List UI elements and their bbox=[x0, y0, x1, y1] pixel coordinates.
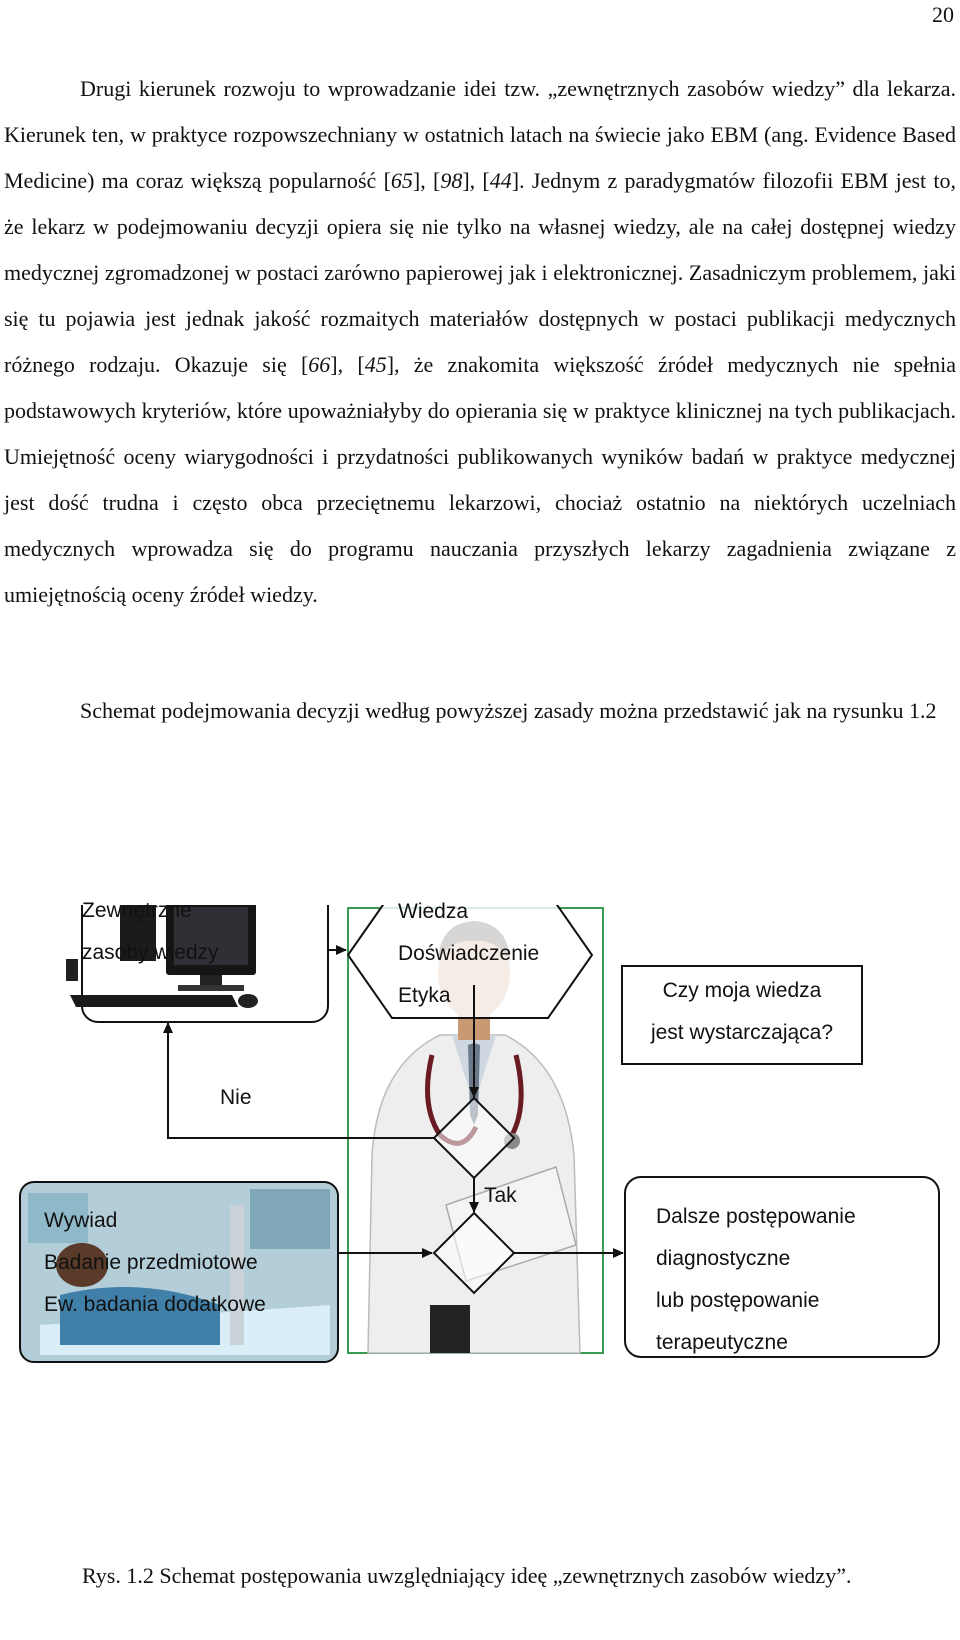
citation: 44 bbox=[489, 168, 512, 193]
question-text: Czy moja wiedza jest wystarczająca? bbox=[650, 979, 834, 1044]
label-yes: Tak bbox=[484, 1184, 517, 1207]
decision-diagram bbox=[0, 899, 960, 1435]
external-resources-text: Zewnętrzne zasoby wiedzy bbox=[82, 899, 219, 964]
paragraph-ebm: Drugi kierunek rozwoju to wprowadzanie idei tzw. „zewnętrznych zasobów wiedzy” dla lekarza. Kierunek ten, w praktyce rozpowszechniany w ostatnich latach na świecie jako EBM (ang. Evidence Based Medicine) ma coraz większą popularność [65], [98], [44]. Jednym z paradygmatów filozofii EBM jest to, że lekarz w podejmowaniu decyzji opiera się nie tylko na własnej wiedzy, ale na całej dostępnej wiedzy medycznej zgromadzonej w postaci zarówno papierowej jak i elektronicznej. Zasadniczym problemem, jaki się tu pojawia jest jednak jakość rozmaitych materiałów dostępnych w postaci publikacji medycznych różnego rodzaju. Okazuje się [66], [45], że znakomita większość źródeł medycznych nie spełnia podstawowych kryteriów, które upoważniałyby do opierania się w praktyce klinicznej na tych publikacjach. Umiejętność oceny wiarygodności i przydatności publikowanych wyników badań w praktyce medycznej jest dość trudna i często obca przeciętnemu lekarzowi, chociaż ostatnio na niektórych uczelniach medycznych wprowadza się do programu nauczania przyszłych lekarzy zagadnienia związane z umiejętnością oceny źródeł wiedzy. bbox=[4, 76, 957, 607]
label-no: Nie bbox=[220, 1086, 252, 1109]
citation: 98 bbox=[440, 168, 463, 193]
citation: 45 bbox=[364, 352, 387, 377]
citation: 65 bbox=[390, 168, 413, 193]
figure-caption: Rys. 1.2 Schemat postępowania uwzględniający ideę „zewnętrznych zasobów wiedzy”. bbox=[82, 1563, 852, 1588]
paragraph-schema: Schemat podejmowania decyzji według powyższej zasady można przedstawić jak na rysunku 1.2 bbox=[80, 698, 937, 723]
hexagon-text: Wiedza Doświadczenie Etyka bbox=[398, 900, 540, 1007]
page-number: 20 bbox=[932, 2, 954, 27]
citation: 66 bbox=[308, 352, 331, 377]
examination-text: Wywiad Badanie przedmiotowe Ew. badania dodatkowe bbox=[44, 1209, 266, 1316]
result-text: Dalsze postępowanie diagnostyczne lub postępowanie terapeutyczne bbox=[656, 1205, 856, 1354]
